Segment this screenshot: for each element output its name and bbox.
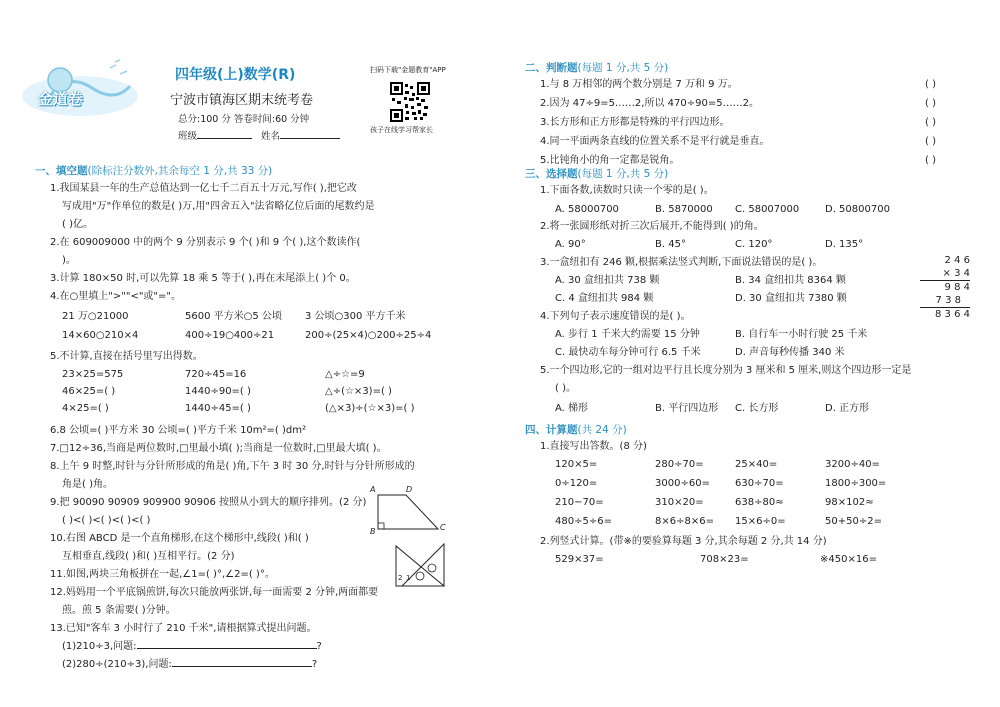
choice-option[interactable]: D. 135° [825,239,864,250]
judge-item: 2.因为 47÷9=5……2,所以 470÷90=5……2。 [540,98,759,109]
calc-cell: 3200÷40= [825,459,880,470]
direct-cell: △÷(☆×3)=( ) [325,386,392,397]
choice-option[interactable]: B. 5870000 [655,204,713,215]
section3-heading [525,166,668,181]
q9-answer: ( )<( )<( )<( )<( ) [62,515,151,526]
section4-heading [525,422,627,437]
calc-cell: 15×6÷0= [735,516,786,527]
direct-cell: 720÷45=16 [185,369,247,380]
q13: 13.已知"客车 3 小时行了 210 千米",请根据算式提出问题。 [50,623,317,634]
direct-cell: 23×25=575 [62,369,124,380]
right-content [525,0,985,707]
q10-line1: 10.右图 ABCD 是一个直角梯形,在这个梯形中,线段( )和( ) [50,533,309,544]
choice-option[interactable]: C. 120° [735,239,773,250]
exam-meta: 总分:100 分 答卷时间:60 分钟 [178,114,310,125]
section1-questions [50,0,490,707]
calc-cell: 50+50÷2= [825,516,882,527]
judge-answer[interactable]: ( ) [925,79,936,90]
right-page [500,0,1000,707]
calc-cell: 1800÷300= [825,478,887,489]
q4: 4.在○里填上">""<"或"="。 [50,291,182,302]
q6: 6.8 公顷=( )平方米 30 公顷=( )平方千米 10m²=( )dm² [50,425,306,436]
q5: 5.不计算,直接在括号里写出得数。 [50,351,203,362]
vertical-calc-item: 708×23= [700,554,749,565]
section2-note: (每题 1 分,共 5 分) [577,62,669,74]
set-squares-figure [392,540,454,588]
calc-cell: 210−70= [555,497,604,508]
choice-option[interactable]: A. 30 盒纽扣共 738 颗 [555,275,660,286]
choice-q4: 4.下列句子表示速度错误的是( )。 [540,311,691,322]
q7: 7.□12÷36,当商是两位数时,□里最小填( );当商是一位数时,□里最大填( )。 [50,443,387,454]
choice-q5-line2: ( )。 [555,383,576,394]
q13-part2-end: ? [311,659,318,670]
q1-line1: 1.我国某县一年的生产总值达到一亿七千二百五十万元,写作( ),把它改 [50,183,357,194]
vertex-d: D [406,485,413,494]
choice-option[interactable]: C. 长方形 [735,403,779,414]
judge-item: 4.同一平面两条直线的位置关系不是平行就是垂直。 [540,136,770,147]
calc-cell: 3000÷60= [655,478,710,489]
choice-q2: 2.将一张圆形纸对折三次后展开,不能得到( )的角。 [540,221,764,232]
calc-cell: 630÷70= [735,478,784,489]
q10-line2: 互相垂直,线段( )和( )互相平行。(2 分) [62,551,235,562]
choice-q1: 1.下面各数,读数时只读一个零的是( )。 [540,185,714,196]
trapezoid-figure [368,487,448,537]
q1-line2: 写成用"万"作单位的数是( )万,用"四舍五入"法省略亿位后面的尾数约是 [62,201,375,212]
direct-cell: 46×25=( ) [62,386,116,397]
trapezoid-diagram [368,487,448,537]
compare-cell: 21 万○21000 [62,311,129,322]
choice-option[interactable]: C. 最快动车每分钟可行 6.5 千米 [555,347,701,358]
choice-option[interactable]: D. 声音每秒传播 340 米 [735,347,845,358]
q9: 9.把 90090 90909 909900 90906 按照从小到大的顺序排列。(2 分) [50,497,367,508]
q13-part1 [62,640,322,653]
choice-option[interactable]: D. 正方形 [825,403,870,414]
vertical-multiplication [920,254,970,324]
calc-q2: 2.列竖式计算。(带※的要验算每题 3 分,其余每题 2 分,共 14 分) [540,536,827,547]
q13-part2-text: (2)280÷(210÷3),问题: [62,659,172,670]
calc-cell: 638÷80≈ [735,497,784,508]
choice-option[interactable]: A. 58000700 [555,204,619,215]
angle-1-label: 1 [406,574,411,582]
calc-cell: 8×6÷8×6= [655,516,714,527]
compare-cell: 14×60○210×4 [62,330,139,341]
q13-part2 [62,658,317,671]
choice-option[interactable]: A. 步行 1 千米大约需要 15 分钟 [555,329,700,340]
q1-line3: ( )亿。 [62,219,93,230]
compare-cell: 400÷19○400÷21 [185,330,275,341]
vertex-b: B [370,527,376,536]
judge-answer[interactable]: ( ) [925,117,936,128]
direct-cell: (△×3)÷(☆×3)=( ) [325,403,415,414]
q2-line2: )。 [62,255,76,266]
direct-cell: 1440÷45=( ) [185,403,251,414]
q12-line1: 12.妈妈用一个平底锅煎饼,每次只能放两张饼,每一面需要 2 分钟,两面都要 [50,587,379,598]
exam-subtitle: 宁波市镇海区期末统考卷 [170,93,314,108]
calc-q1: 1.直接写出答数。(8 分) [540,441,647,452]
judge-item: 3.长方形和正方形都是特殊的平行四边形。 [540,117,730,128]
vertical-row: 2 4 6 [944,255,970,266]
direct-cell: 1440÷90=( ) [185,386,251,397]
logo-text: 金道卷 [38,90,84,108]
section1-note: (除标注分数外,其余每空 1 分,共 33 分) [87,165,273,177]
choice-option[interactable]: B. 平行四边形 [655,403,719,414]
calc-cell: 310×20= [655,497,704,508]
vertical-calc-item: 529×37= [555,554,604,565]
section3-note: (每题 1 分,共 5 分) [577,168,669,180]
compare-cell: 5600 平方米○5 公顷 [185,311,282,322]
choice-option[interactable]: B. 45° [655,239,686,250]
exam-title: 四年级(上)数学(R) [175,67,296,83]
vertical-row: 8 3 6 4 [935,309,970,320]
name-label: 姓名 [261,131,281,142]
vertical-row: × 3 4 [920,267,970,281]
calc-cell: 280÷70= [655,459,704,470]
section1-title: 一、填空题 [35,165,88,177]
calc-cell: 0÷120= [555,478,598,489]
calc-cell: 120×5= [555,459,598,470]
qr-caption-bottom: 孩子在线学习帮家长 [370,126,433,134]
q13-part1-text: (1)210÷3,问题: [62,641,137,652]
angle-2-label: 2 [398,574,403,582]
choice-option[interactable]: D. 30 盒纽扣共 7380 颗 [735,293,847,304]
section4-note: (共 24 分) [577,424,627,436]
direct-cell: △÷☆=9 [325,369,365,380]
judge-item: 1.与 8 万相邻的两个数分别是 7 万和 9 万。 [540,79,738,90]
section2-title: 二、判断题 [525,62,578,74]
vertical-calc-item: ※450×16= [820,554,877,565]
calc-cell: 98×102≈ [825,497,874,508]
choice-option[interactable]: A. 梯形 [555,403,589,414]
vertex-c: C [440,523,446,532]
compare-cell: 3 公顷○300 平方千米 [305,311,406,322]
choice-option[interactable]: B. 34 盒纽扣共 8364 颗 [735,275,846,286]
choice-option[interactable]: D. 50800700 [825,204,890,215]
q11: 11.如图,两块三角板拼在一起,∠1=( )°,∠2=( )°。 [50,569,275,580]
section3-title: 三、选择题 [525,168,578,180]
q3: 3.计算 180×50 时,可以先算 18 乘 5 等于( ),再在末尾添上( )个 0。 [50,273,356,284]
choice-q3: 3.一盒纽扣有 246 颗,根据乘法竖式判断,下面说法错误的是( )。 [540,257,823,268]
choice-option[interactable]: C. 4 盒纽扣共 984 颗 [555,293,654,304]
choice-q5-line1: 5.一个四边形,它的一组对边平行且长度分别为 3 厘米和 5 厘米,则这个四边形一定是 [540,365,912,376]
judge-answer[interactable]: ( ) [925,136,936,147]
choice-option[interactable]: B. 自行车一小时行驶 25 千米 [735,329,868,340]
vertex-a: A [370,485,376,494]
vertical-row: 7 3 8 [920,294,970,308]
judge-answer[interactable]: ( ) [925,155,936,166]
q2-line1: 2.在 609009000 中的两个 9 分别表示 9 个( )和 9 个( ),这个数读作( [50,237,361,248]
qr-caption-top: 扫码下载"金题教育"APP [370,66,446,74]
judge-answer[interactable]: ( ) [925,98,936,109]
vertical-row: 9 8 4 [944,282,970,293]
class-label: 班级 [178,131,198,142]
judge-item: 5.比钝角小的角一定都是锐角。 [540,155,680,166]
calc-cell: 480÷5÷6= [555,516,612,527]
compare-cell: 200÷(25×4)○200÷25÷4 [305,330,432,341]
section4-title: 四、计算题 [525,424,578,436]
choice-option[interactable]: C. 58007000 [735,204,800,215]
q13-part1-end: ? [316,641,322,652]
calc-cell: 25×40= [735,459,778,470]
q8-line2: 角是( )角。 [62,479,113,490]
q8-line1: 8.上午 9 时整,时针与分针所形成的角是( )角,下午 3 时 30 分,时针与分针所形成的 [50,461,415,472]
direct-cell: 4×25=( ) [62,403,109,414]
section2-heading [525,60,668,75]
choice-option[interactable]: A. 90° [555,239,586,250]
q12-line2: 煎。煎 5 条需要( )分钟。 [62,605,176,616]
